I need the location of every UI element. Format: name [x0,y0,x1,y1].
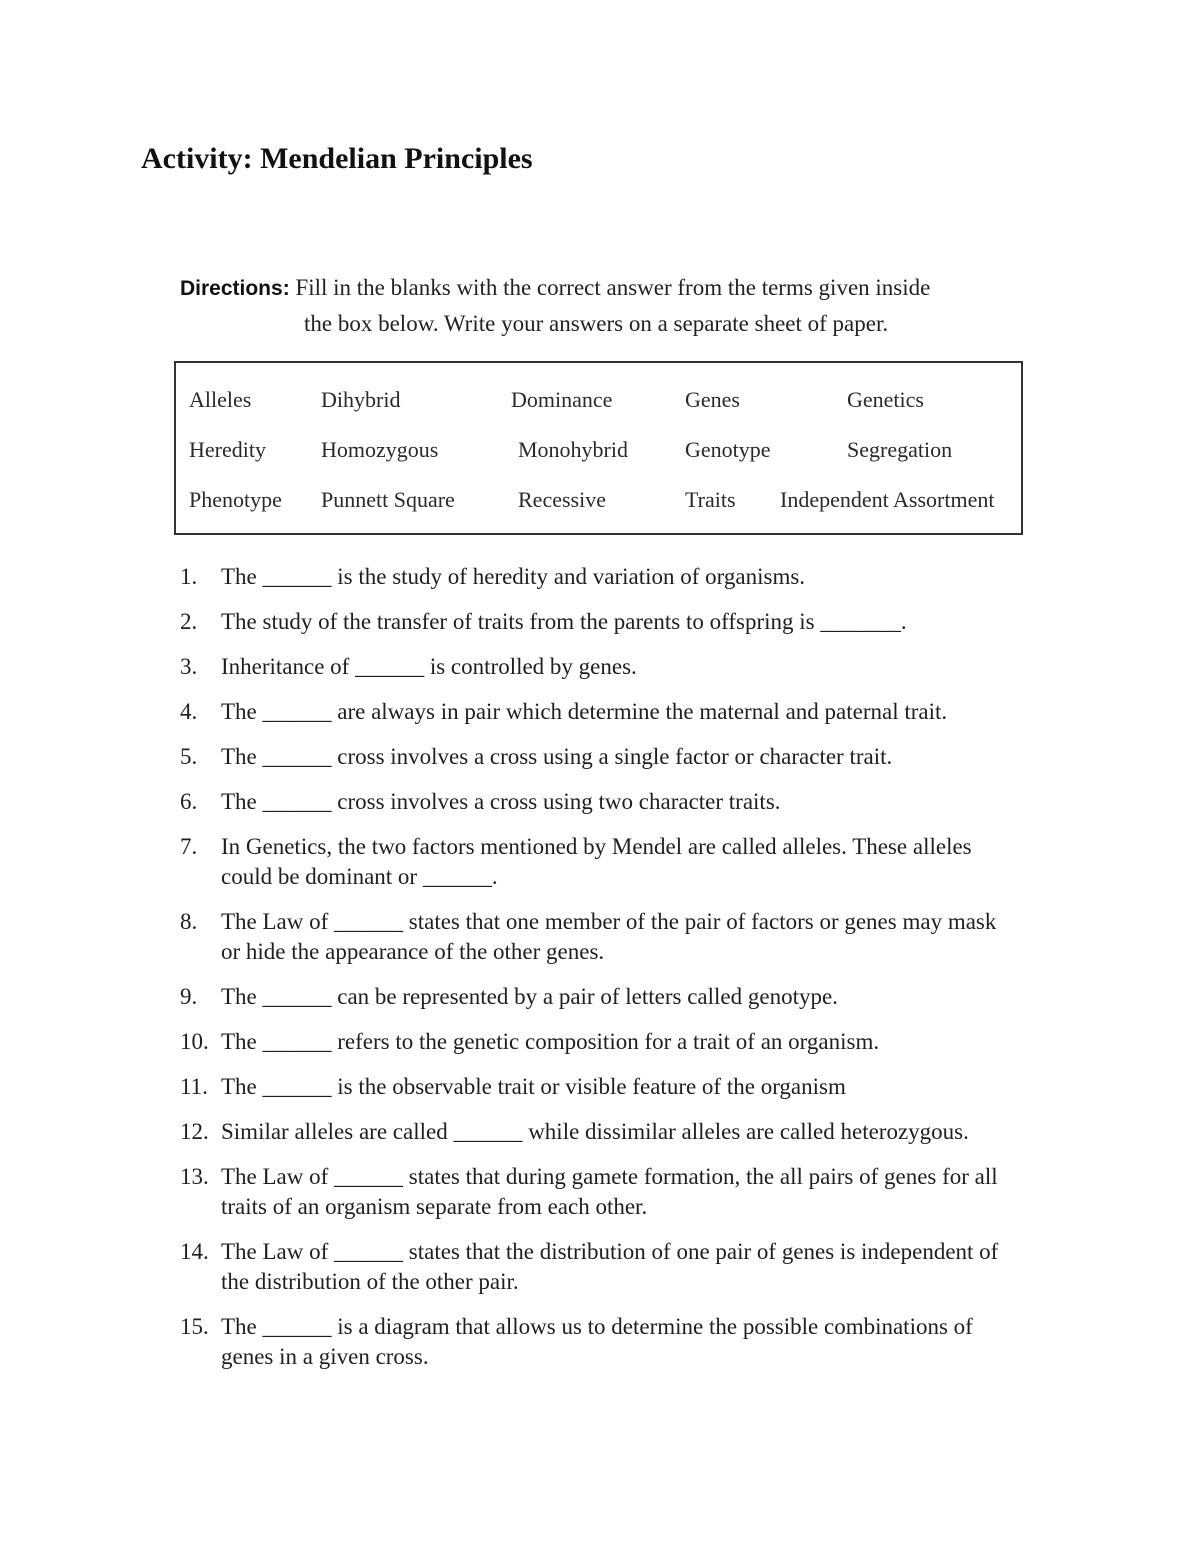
question-item [180,742,1010,772]
question-text: The ______ refers to the genetic composition for a trait of an organism. [221,1029,880,1054]
term: Recessive [518,487,606,512]
term: Monohybrid [518,437,628,462]
term: Heredity [189,437,266,462]
question-item [180,787,1010,817]
question-number: 2. [180,609,198,634]
terms-box [174,361,1023,535]
directions-label: Directions: [180,277,290,300]
question-item [180,907,1010,967]
term: Genes [685,387,740,412]
term: Homozygous [321,437,439,462]
question-text: The Law of ______ states that one member of the pair of factors or genes may mask or hide the appearance of the other genes. [221,909,997,964]
question-number: 14. [180,1239,209,1264]
directions-text-1: Fill in the blanks with the correct answer from the terms given inside [295,275,931,300]
question-number: 9. [180,984,198,1009]
question-item [180,697,1010,727]
term: Traits [685,487,736,512]
directions [180,270,1010,341]
question-number: 6. [180,789,198,814]
question-item [180,1312,1010,1372]
question-text: The ______ is a diagram that allows us to determine the possible combinations of genes in a given cross. [221,1314,973,1369]
question-text: Inheritance of ______ is controlled by genes. [221,654,637,679]
question-number: 8. [180,909,198,934]
directions-text-2: the box below. Write your answers on a separate sheet of paper. [304,311,889,336]
question-text: The ______ is the observable trait or visible feature of the organism [221,1074,846,1099]
question-item [180,1072,1010,1102]
question-number: 4. [180,699,198,724]
term: Independent Assortment [780,487,995,512]
question-item [180,982,1010,1012]
question-text: The ______ is the study of heredity and variation of organisms. [221,564,806,589]
question-number: 12. [180,1119,209,1144]
question-item [180,1237,1010,1297]
question-text: In Genetics, the two factors mentioned by Mendel are called alleles. These alleles could be dominant or ______. [221,834,972,889]
question-item [180,1027,1010,1057]
question-item [180,1117,1010,1147]
term: Genetics [847,387,924,412]
question-item [180,652,1010,682]
question-number: 11. [180,1074,208,1099]
question-number: 13. [180,1164,209,1189]
question-item [180,562,1010,592]
directions-line-1 [180,270,1010,306]
question-number: 3. [180,654,198,679]
question-text: The study of the transfer of traits from the parents to offspring is _______. [221,609,907,634]
question-item [180,832,1010,892]
term: Phenotype [189,487,282,512]
question-text: The ______ cross involves a cross using a single factor or character trait. [221,744,893,769]
term: Dominance [511,387,613,412]
term: Alleles [189,387,252,412]
question-number: 5. [180,744,198,769]
question-item [180,1162,1010,1222]
question-number: 7. [180,834,198,859]
question-text: The ______ are always in pair which determine the maternal and paternal trait. [221,699,948,724]
term: Genotype [685,437,771,462]
question-text: The ______ cross involves a cross using two character traits. [221,789,781,814]
question-number: 15. [180,1314,209,1339]
question-text: Similar alleles are called ______ while dissimilar alleles are called heterozygous. [221,1119,969,1144]
question-item [180,607,1010,637]
question-text: The ______ can be represented by a pair of letters called genotype. [221,984,838,1009]
term: Punnett Square [321,487,455,512]
question-number: 10. [180,1029,209,1054]
term: Dihybrid [321,387,401,412]
term: Segregation [847,437,953,462]
question-list [180,562,1010,1387]
question-number: 1. [180,564,198,589]
question-text: The Law of ______ states that the distribution of one pair of genes is independent of the distribution of the other pair. [221,1239,999,1294]
page-title: Activity: Mendelian Principles [141,142,533,175]
question-text: The Law of ______ states that during gamete formation, the all pairs of genes for all traits of an organism separate from each other. [221,1164,998,1219]
